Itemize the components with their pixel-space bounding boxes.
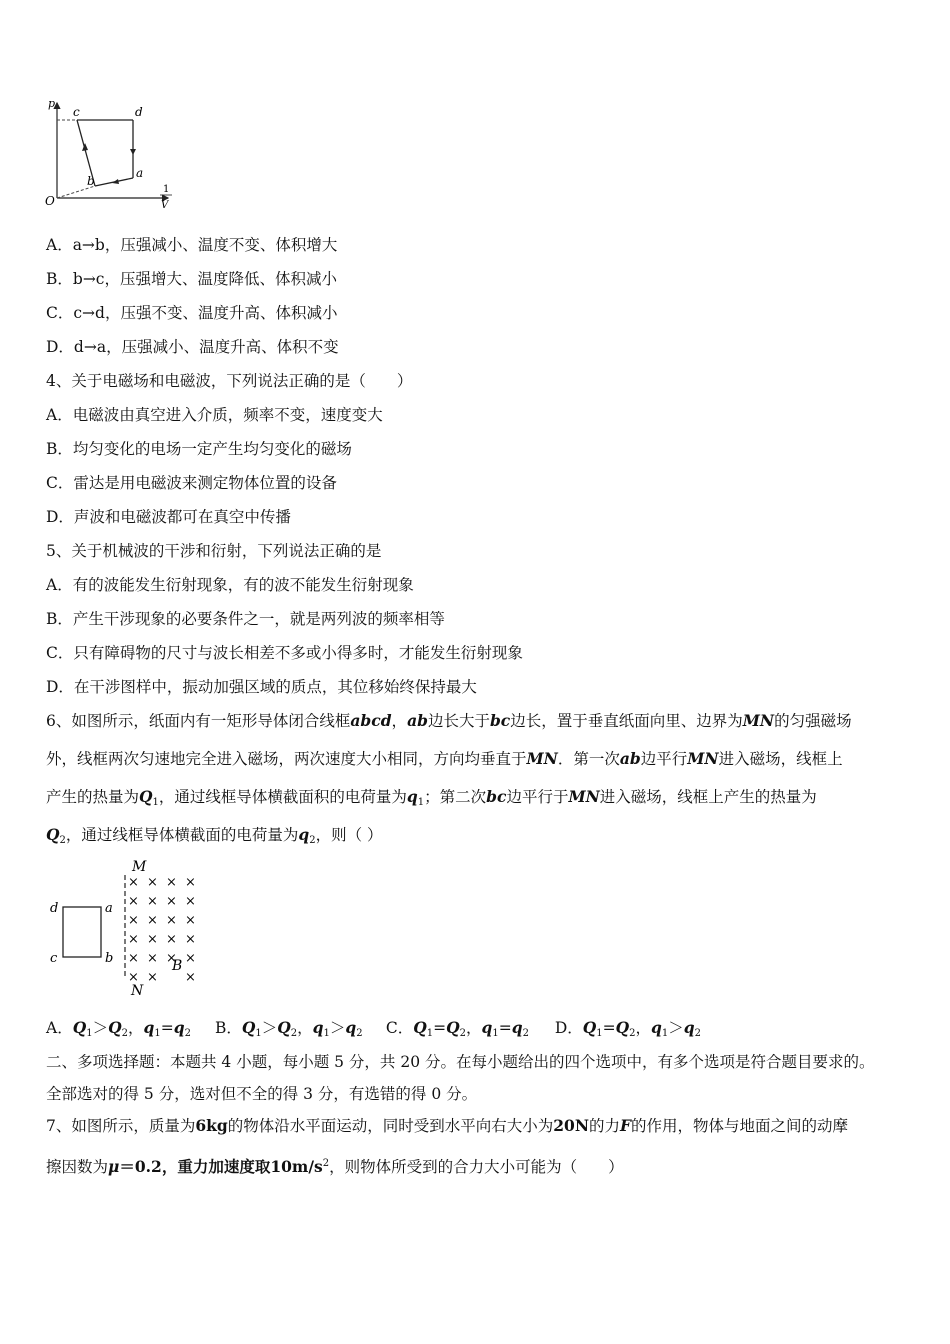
field-cross: × [147, 932, 158, 947]
field-cross: × [185, 970, 196, 985]
q6-options [46, 1017, 701, 1045]
label-a: a [136, 166, 144, 180]
field-cross: × [166, 894, 177, 909]
loop-magnetic-field-diagram [44, 855, 214, 1000]
q5-option-a: A．有的波能发生衍射现象，有的波不能发生衍射现象 [46, 576, 414, 594]
q6-stem-line-2: 外，线框两次匀速地完全进入磁场，两次速度大小相同，方向均垂直于MN．第一次ab边平行MN进入磁场，线框上 [46, 749, 843, 768]
label-c: c [50, 951, 58, 966]
field-cross: × [185, 951, 196, 966]
field-cross: × [185, 932, 196, 947]
q6-option-b: B．$Q_1>Q_2$，$q_1>q_2$ [214, 1018, 363, 1039]
field-cross: × [128, 894, 139, 909]
q4-option-a: A．电磁波由真空进入介质，频率不变，速度变大 [46, 406, 383, 424]
q4-stem: 4、关于电磁场和电磁波，下列说法正确的是（ ） [46, 372, 413, 390]
field-cross: × [128, 913, 139, 928]
label-origin: O [45, 194, 55, 208]
label-c: c [73, 105, 80, 119]
q3-option-d: D．d→a，压强减小、温度升高、体积不变 [46, 338, 339, 356]
q6-stem-line-4: $Q_2$，通过线框导体横截面的电荷量为$q_2$，则（ ） [46, 825, 383, 846]
label-p: p [48, 97, 56, 110]
field-cross: × [166, 932, 177, 947]
field-cross: × [166, 913, 177, 928]
field-cross: × [185, 894, 196, 909]
p-inverse-v-diagram [40, 95, 190, 215]
q5-option-b: B．产生干涉现象的必要条件之一，就是两列波的频率相等 [46, 610, 445, 628]
q6-option-a: A．$Q_1>Q_2$，$q_1=q_2$ [46, 1018, 191, 1039]
q7-stem-line-2: 擦因数为μ＝0.2，重力加速度取$10m/s^2$，则物体所受到的合力大小可能为（ ） [46, 1157, 624, 1177]
field-cross: × [147, 875, 158, 890]
q3-option-c: C．c→d，压强不变、温度升高、体积减小 [46, 304, 338, 322]
field-cross: × [128, 970, 139, 985]
q4-option-d: D．声波和电磁波都可在真空中传播 [46, 508, 291, 526]
label-d: d [135, 105, 143, 119]
q6-option-d: D．$Q_1=Q_2$，$q_1>q_2$ [554, 1018, 701, 1039]
field-cross: × [147, 970, 158, 985]
field-cross: × [128, 932, 139, 947]
q4-option-b: B．均匀变化的电场一定产生均匀变化的磁场 [46, 440, 352, 458]
label-d: d [50, 901, 59, 916]
field-cross: × [185, 913, 196, 928]
q3-option-a: A．a→b，压强减小、温度不变、体积增大 [46, 236, 338, 254]
field-cross: × [128, 875, 139, 890]
q3-option-b: B．b→c，压强增大、温度降低、体积减小 [46, 270, 337, 288]
label-x-denominator: V [161, 200, 169, 211]
field-cross: × [185, 875, 196, 890]
magnetic-field-crosses [128, 875, 196, 985]
field-cross: × [147, 951, 158, 966]
q7-stem-line-1: 7、如图所示，质量为6kg的物体沿水平面运动，同时受到水平向右大小为20N的力F的作用，物体与地面之间的动摩 [46, 1116, 849, 1135]
label-b: b [105, 951, 114, 966]
q5-option-d: D．在干涉图样中，振动加强区域的质点，其位移始终保持最大 [46, 678, 477, 696]
field-cross: × [147, 913, 158, 928]
q6-option-c: C．$Q_1=Q_2$，$q_1=q_2$ [385, 1018, 529, 1039]
conducting-loop [63, 907, 101, 957]
q6-stem-line-3: 产生的热量为$Q_1$，通过线框导体横截面积的电荷量为$q_1$；第二次bc边平行于MN进入磁场，线框上产生的热量为 [46, 787, 817, 808]
label-a: a [105, 901, 113, 916]
label-m: M [132, 859, 147, 875]
q5-stem: 5、关于机械波的干涉和衍射，下列说法正确的是 [46, 542, 382, 560]
q4-option-c: C．雷达是用电磁波来测定物体位置的设备 [46, 474, 337, 492]
label-b: b [87, 174, 95, 188]
field-cross: × [128, 951, 139, 966]
label-field-b: B [172, 958, 183, 974]
field-cross: × [166, 951, 177, 966]
q6-stem-line-1: 6、如图所示，纸面内有一矩形导体闭合线框abcd，ab边长大于bc边长，置于垂直纸面向里、边界为MN的匀强磁场 [46, 711, 852, 730]
field-cross: × [166, 875, 177, 890]
field-cross: × [147, 894, 158, 909]
q5-option-c: C．只有障碍物的尺寸与波长相差不多或小得多时，才能发生衍射现象 [46, 644, 523, 662]
section-2-heading: 二、多项选择题：本题共 4 小题，每小题 5 分，共 20 分。在每小题给出的四个选项中，有多个选项是符合题目要求的。 全部选对的得 5 分，选对但不全的得 3 分，有选错的得 0 分。 [46, 1053, 875, 1103]
label-n: N [131, 983, 144, 999]
label-x-numerator: 1 [163, 184, 170, 195]
